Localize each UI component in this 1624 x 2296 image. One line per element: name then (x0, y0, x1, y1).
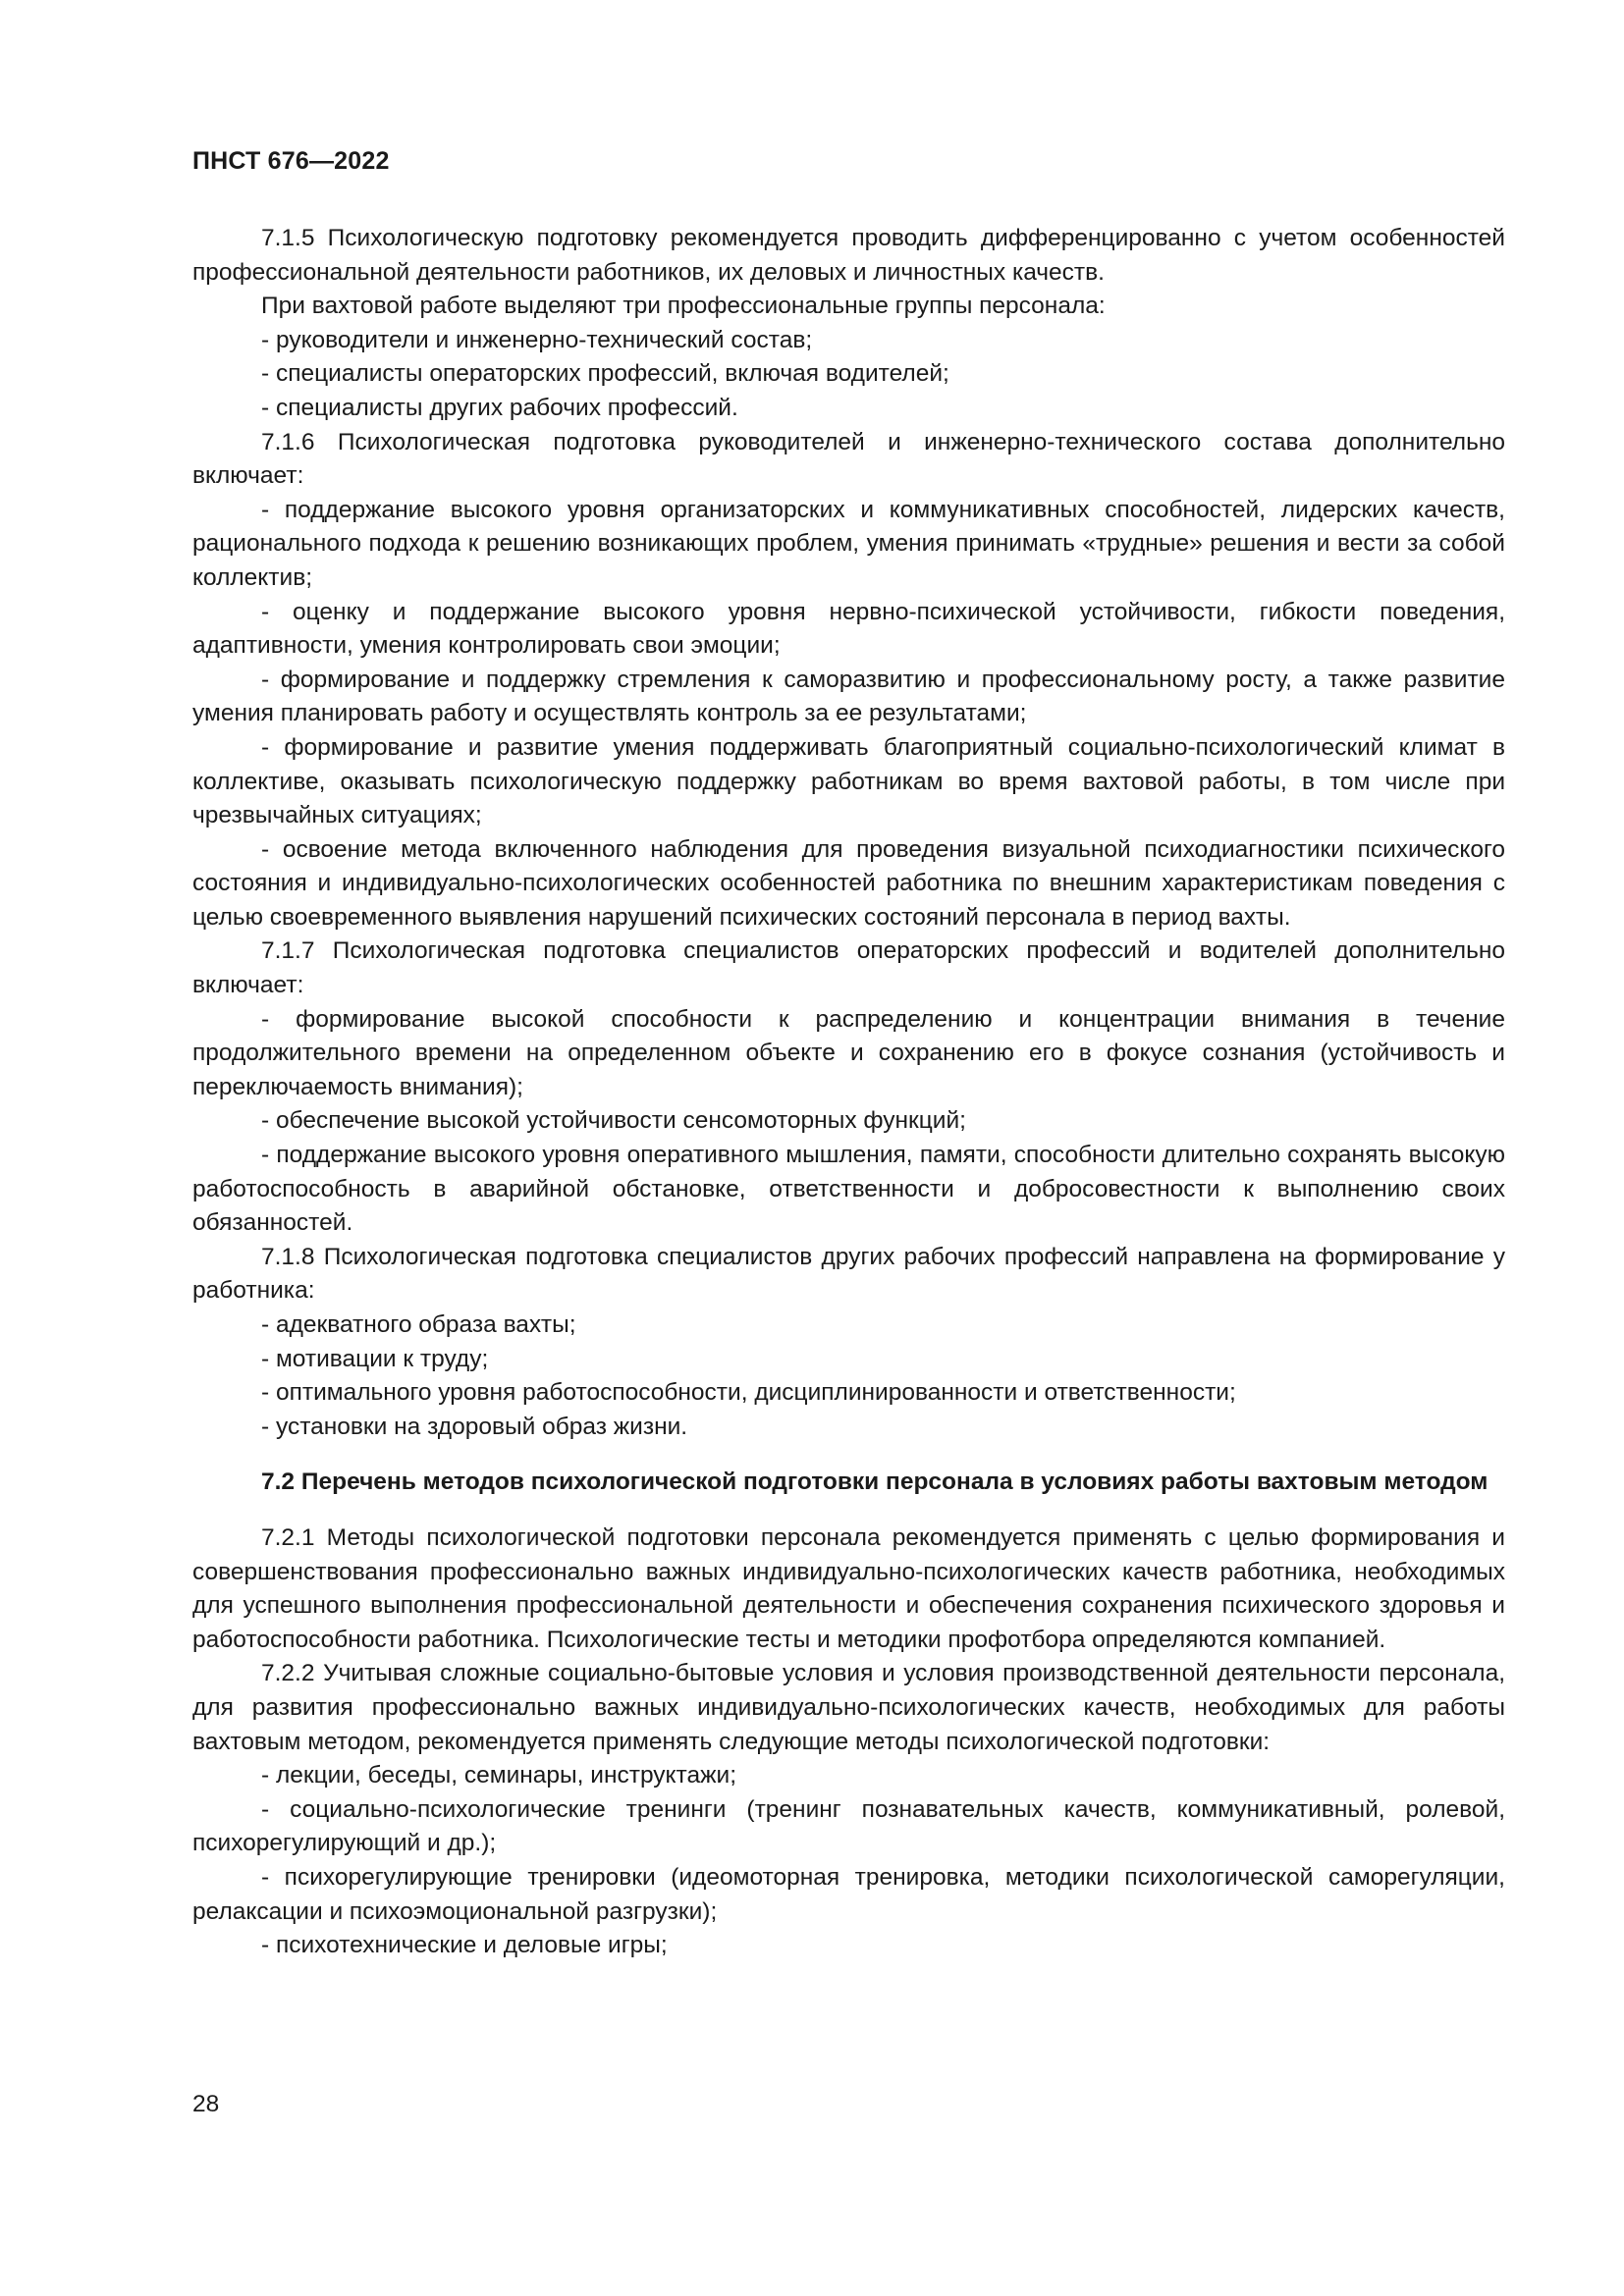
list-item: - специалисты других рабочих профессий. (261, 394, 738, 421)
list-item: - оптимального уровня работоспособности, дисциплинированности и ответственности; (261, 1379, 1236, 1407)
list-item: - психорегулирующие тренировки (идеомоторная тренировка, методики психологической саморегуляции, релаксации и психоэмоциональной разгрузки); (192, 1863, 1505, 1925)
document-header: ПНСТ 676—2022 (192, 147, 390, 175)
list-item: - адекватного образа вахты; (261, 1311, 576, 1338)
list-item: - обеспечение высокой устойчивости сенсомоторных функций; (261, 1107, 966, 1135)
list-item: - психотехнические и деловые игры; (261, 1932, 668, 1959)
paragraph: 7.2.1 Методы психологической подготовки персонала рекомендуется применять с целью формирования и совершенствования профессионально важных индивидуально-психологических качеств работника, необходимых для успешного выполнения профессиональной деятельности и обеспечения сохранения психического здоровья и работоспособности работника. Психологические тесты и методики профотбора определяются компанией. (192, 1523, 1505, 1653)
paragraph: 7.1.8 Психологическая подготовка специалистов других рабочих профессий направлена на формирование у работника: (192, 1243, 1505, 1305)
list-item: - формирование высокой способности к распределению и концентрации внимания в течение продолжительного времени на определенном объекте и сохранению его в фокусе сознания (устойчивость и переключаемость внимания); (192, 1005, 1505, 1100)
section-heading: 7.2 Перечень методов психологической подготовки персонала в условиях работы вахтовым методом (261, 1468, 1489, 1496)
paragraph: 7.2.2 Учитывая сложные социально-бытовые условия и условия производственной деятельности персонала, для развития профессионально важных индивидуально-психологических качеств, необходимых для работы вахтовым методом, рекомендуется применять следующие методы психологической подготовки: (192, 1660, 1505, 1755)
list-item: - поддержание высокого уровня организаторских и коммуникативных способностей, лидерских качеств, рационального подхода к решению возникающих проблем, умения принимать «трудные» решения и вести за собой коллектив; (192, 496, 1505, 591)
paragraph: 7.1.7 Психологическая подготовка специалистов операторских профессий и водителей дополнительно включает: (192, 937, 1505, 999)
paragraph: 7.1.5 Психологическую подготовку рекомендуется проводить дифференцированно с учетом особенностей профессиональной деятельности работников, их деловых и личностных качеств. (192, 225, 1505, 286)
list-item: - освоение метода включенного наблюдения для проведения визуальной психодиагностики психического состояния и индивидуально-психологических особенностей работника по внешним характеристикам поведения с целью своевременного выявления нарушений психических состояний персонала в период вахты. (192, 835, 1505, 931)
list-item: - социально-психологические тренинги (тренинг познавательных качеств, коммуникативный, ролевой, психорегулирующий и др.); (192, 1795, 1505, 1857)
list-item: - мотивации к труду; (261, 1345, 489, 1372)
list-item: - формирование и развитие умения поддерживать благоприятный социально-психологический климат в коллективе, оказывать психологическую поддержку работникам во время вахтовой работы, в том числе при чрезвычайных ситуациях; (192, 733, 1505, 829)
list-item: - специалисты операторских профессий, включая водителей; (261, 360, 949, 388)
list-item: - поддержание высокого уровня оперативного мышления, памяти, способности длительно сохранять высокую работоспособность в аварийной обстановке, ответственности и добросовестности к выполнению своих обязанностей. (192, 1142, 1505, 1237)
list-item: - формирование и поддержку стремления к саморазвитию и профессиональному росту, а также развитие умения планировать работу и осуществлять контроль за ее результатами; (192, 666, 1505, 727)
document-body (192, 222, 1505, 1963)
list-item: - оценку и поддержание высокого уровня нервно-психической устойчивости, гибкости поведения, адаптивности, умения контролировать свои эмоции; (192, 598, 1505, 660)
paragraph: При вахтовой работе выделяют три профессиональные группы персонала: (261, 293, 1106, 320)
list-item: - установки на здоровый образ жизни. (261, 1413, 688, 1440)
list-item: - лекции, беседы, семинары, инструктажи; (261, 1762, 737, 1789)
list-item: - руководители и инженерно-технический состав; (261, 326, 813, 353)
paragraph: 7.1.6 Психологическая подготовка руководителей и инженерно-технического состава дополнительно включает: (192, 428, 1505, 490)
page-number: 28 (192, 2091, 220, 2117)
